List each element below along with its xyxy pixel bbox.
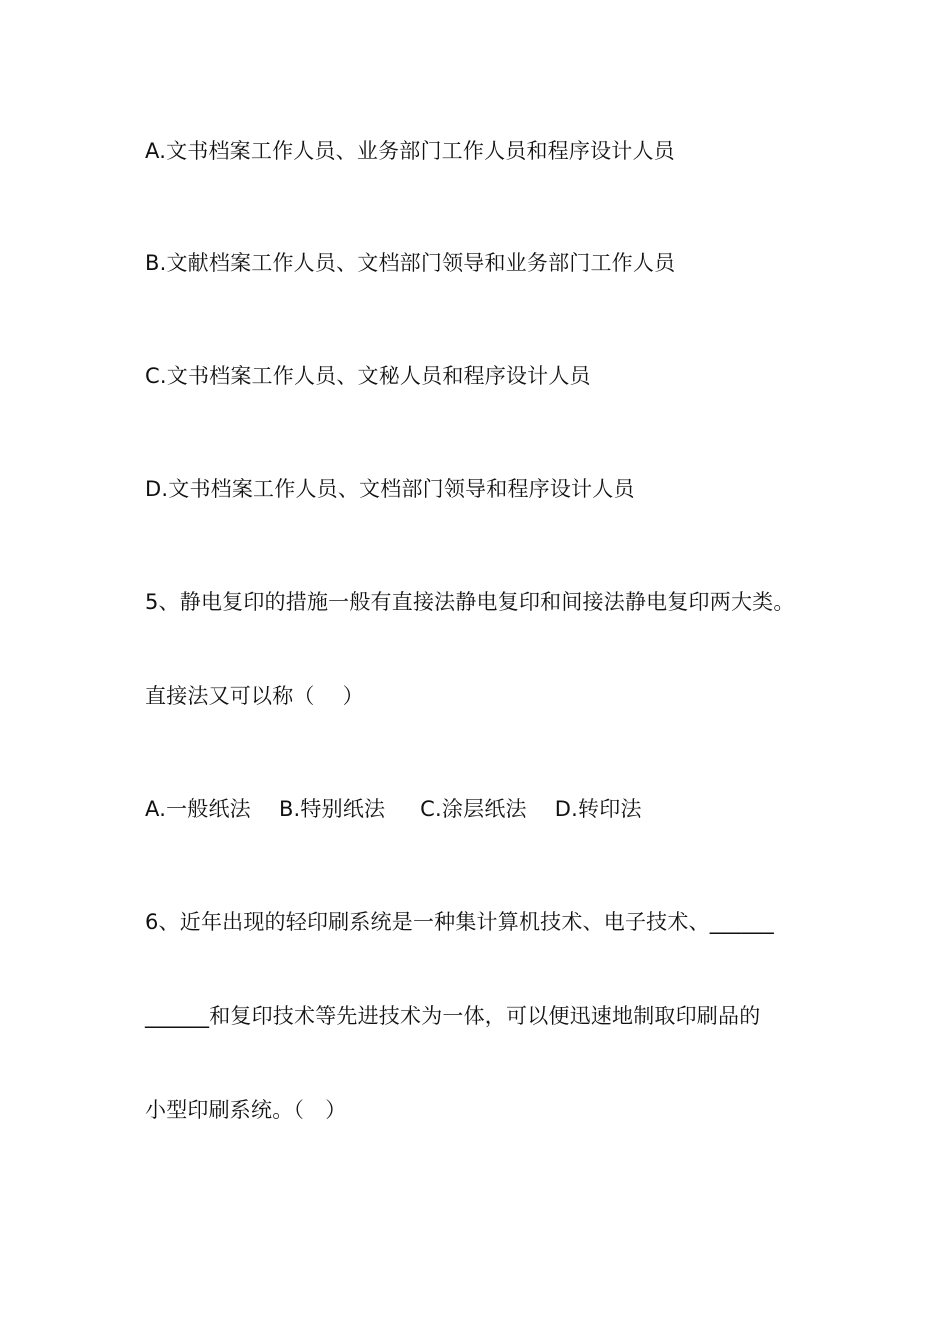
question-4-option-b: B.文献档案工作人员、文档部门领导和业务部门工作人员 — [145, 251, 676, 275]
question-5-options: A.一般纸法 B.特别纸法 C.涂层纸法 D.转印法 — [145, 797, 642, 821]
question-4-option-a: A.文书档案工作人员、业务部门工作人员和程序设计人员 — [145, 139, 675, 163]
question-5-text-line-2: 直接法又可以称（ ） — [145, 684, 364, 708]
question-4-option-d: D.文书档案工作人员、文档部门领导和程序设计人员 — [145, 477, 635, 501]
question-6-text-line-1: 6、近年出现的轻印刷系统是一种集计算机技术、电子技术、______ — [145, 910, 774, 934]
question-6-text-line-2: ______和复印技术等先进技术为一体，可以便迅速地制取印刷品的 — [145, 1004, 761, 1028]
question-6-text-line-3: 小型印刷系统。（ ） — [145, 1098, 347, 1122]
question-5-text-line-1: 5、静电复印的措施一般有直接法静电复印和间接法静电复印两大类。 — [145, 590, 795, 614]
question-4-option-c: C.文书档案工作人员、文秘人员和程序设计人员 — [145, 364, 591, 388]
